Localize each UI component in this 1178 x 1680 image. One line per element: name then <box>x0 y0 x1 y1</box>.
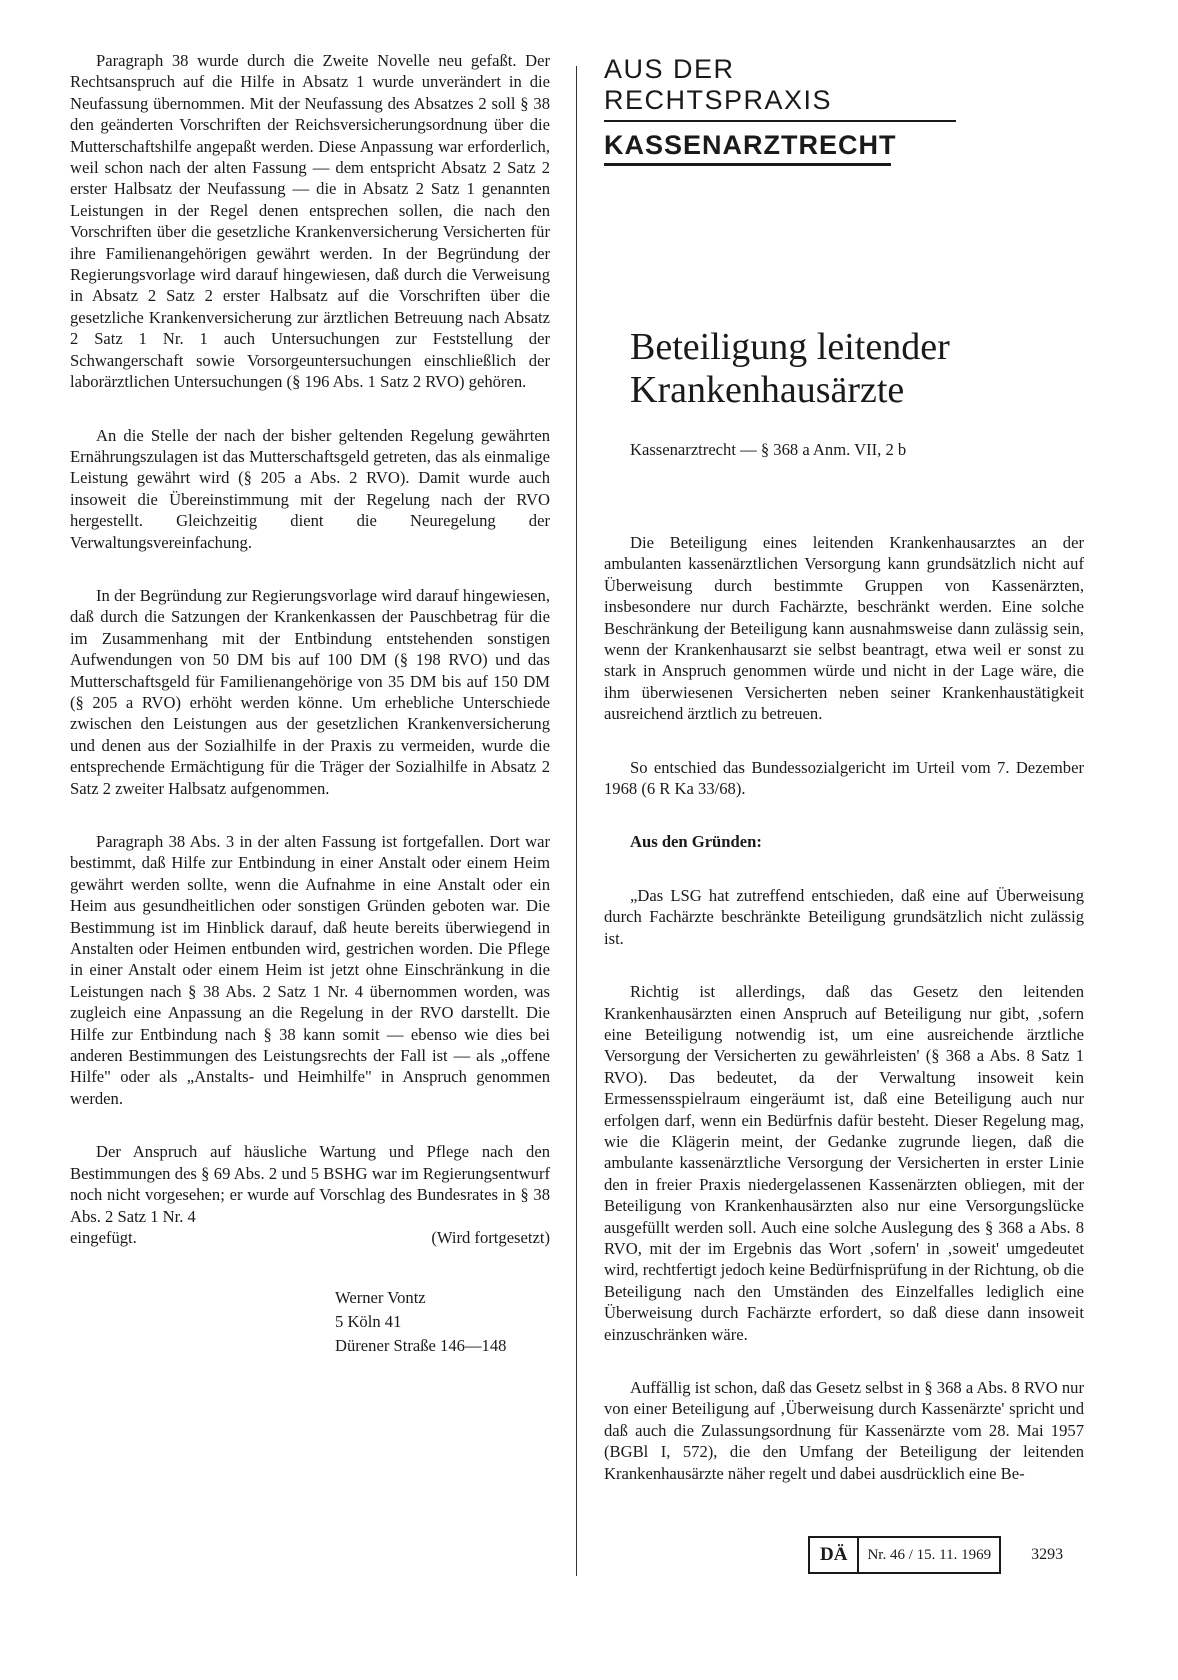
left-paragraph-4: Paragraph 38 Abs. 3 in der alten Fassung ist fortgefallen. Dort war bestimmt, daß Hilfe zur Entbindung in einer Anstalt oder einem Heim gewährt werden sollte, wenn die Aufnahme in eine Anstalt oder ein Heim aus gesundheitlichen oder sonstigen Gründen geboten war. Die Bestimmung ist im Hinblick darauf, daß heute bereits überwiegend in Anstalten oder Heimen entbunden wird, gestrichen worden. Die Pflege in einer Anstalt oder einem Heim ist jetzt ohne Einschränkung in die Leistungen nach § 38 Abs. 2 Satz 1 Nr. 4 übernommen worden, was zugleich eine Anpassung an die Regelung in der RVO darstellt. Die Hilfe zur Entbindung nach § 38 kann somit — ebenso wie dies bei anderen Bestimmungen des Leistungsrechts der Fall ist — als „offene Hilfe" oder als „Anstalts- und Heimhilfe" in Anspruch genommen werden. <box>70 832 550 1108</box>
paragraph-5-last-line <box>70 1227 550 1248</box>
issue-label: Nr. 46 / 15. 11. 1969 <box>867 1547 992 1563</box>
right-column <box>604 532 1084 1516</box>
section-heading: Aus den Gründen: <box>630 832 762 852</box>
article-citation: Kassenarztrecht — § 368 a Anm. VII, 2 b <box>630 440 907 459</box>
page-footer <box>808 1536 1063 1574</box>
left-paragraph-3: In der Begründung zur Regierungsvorlage wird darauf hingewiesen, daß durch die Satzungen der Krankenkassen der Pauschbetrag für die im Zusammenhang mit der Entbindung entstehenden sonstigen Aufwendungen von 50 DM bis auf 100 DM (§ 198 RVO) und das Mutterschaftsgeld für Familienangehörige von 35 DM bis auf 150 DM (§ 205 a RVO) erhöht werden könne. Um erhebliche Unterschiede zwischen den Leistungen aus der gesetzlichen Krankenversicherung und denen aus der Sozialhilfe in der Praxis zu vermeiden, wurde die entsprechende Ermächtigung für die Träger der Sozialhilfe in Absatz 2 Satz 2 zweiter Halbsatz aufgenommen. <box>70 585 550 798</box>
rubric-line-2: KASSENARZTRECHT <box>604 130 891 166</box>
column-divider <box>576 66 577 1576</box>
left-column <box>70 50 550 1358</box>
right-paragraph-3: „Das LSG hat zutreffend entschieden, daß eine auf Überweisung durch Fachärzte beschränkte Beteiligung grundsätzlich nicht zulässig ist. <box>604 885 1084 948</box>
author-city: 5 Köln 41 <box>335 1312 402 1332</box>
headline-line-1: Beteiligung leitender <box>630 326 950 368</box>
right-paragraph-5: Auffällig ist schon, daß das Gesetz selbst in § 368 a Abs. 8 RVO nur von einer Beteiligung auf ‚Überweisung durch Kassenärzte' spricht und daß auch die Zulassungsordnung für Kassenärzte vom 28. Mai 1957 (BGBl I, 572), die den Umfang der Beteiligung der leitenden Krankenhausärzte näher regelt und dabei ausdrücklich eine Be- <box>604 1378 1084 1483</box>
left-paragraph-1: Paragraph 38 wurde durch die Zweite Novelle neu gefaßt. Der Rechtsanspruch auf die Hilfe in Absatz 1 wurde unverändert in die Neufassung übernommen. Mit der Neufassung des Absatzes 2 soll § 38 den geänderten Vorschriften der Reichsversicherungsordnung über die Mutterschaftshilfe angepaßt werden. Diese Anpassung war erforderlich, weil schon nach der alten Fassung — dem entspricht Absatz 2 Satz 2 erster Halbsatz der Neufassung — die in Absatz 2 Satz 1 genannten Leistungen in der Regel denen entsprechen sollen, die nach den Vorschriften über die gesetzliche Krankenversicherung Versicherten für ihre Familienangehörigen gewährt werden. In der Begründung der Regierungsvorlage wird darauf hingewiesen, daß durch die Verweisung in Absatz 2 Satz 2 erster Halbsatz auf die Vorschriften über die gesetzliche Krankenversicherung zur ärztlichen Betreuung nach Absatz 2 Satz 1 Nr. 1 auch Untersuchungen zur Feststellung der Schwangerschaft sowie Vorsorgeuntersuchungen einschließlich der laborärztlichen Untersuchungen (§ 196 Abs. 1 Satz 2 RVO) gehören. <box>70 51 550 392</box>
left-paragraph-5-end: eingefügt. <box>70 1227 137 1247</box>
page-number: 3293 <box>1031 1546 1064 1563</box>
author-name: Werner Vontz <box>335 1288 426 1308</box>
headline-line-2: Krankenhausärzte <box>630 369 905 411</box>
author-signature <box>335 1286 550 1358</box>
rubric-header <box>604 54 964 166</box>
continued-note: (Wird fortgesetzt) <box>431 1227 550 1247</box>
right-paragraph-2: So entschied das Bundessozialgericht im Urteil vom 7. Dezember 1968 (6 R Ka 33/68). <box>604 757 1084 799</box>
rubric-line-1: AUS DER RECHTSPRAXIS <box>604 54 956 122</box>
author-street: Dürener Straße 146—148 <box>335 1336 507 1356</box>
issue-box <box>808 1536 1001 1574</box>
right-paragraph-1: Die Beteiligung eines leitenden Krankenhausarztes an der ambulanten kassenärztlichen Versorgung kann grundsätzlich nicht auf Überweisung durch bestimmte Gruppen von Kassenärzten, insbesondere nur durch Fachärzte, beschränkt werden. Eine solche Beschränkung der Beteiligung kann ausnahmsweise dann zulässig sein, wenn der Krankenhausarzt sie selbst beantragt, etwa weil er sonst zu stark in Anspruch genommen würde und nicht in der Lage wäre, die ihm überwiesenen Versicherten neben seiner Krankenhaustätigkeit ausreichend ärztlich zu betreuen. <box>604 533 1084 724</box>
article-headline <box>630 326 1090 412</box>
right-paragraph-4: Richtig ist allerdings, daß das Gesetz den leitenden Krankenhausärzten einen Anspruch auf Beteiligung nur gibt, ‚sofern eine Beteiligung notwendig ist, um eine ausreichende ärztliche Versorgung der Versicherten zu gewährleisten' (§ 368 a Abs. 8 Satz 1 RVO). Das bedeutet, da der Verwaltung insoweit kein Ermessensspielraum eingeräumt ist, daß eine Beteiligung auch nur erfolgen darf, wenn ein Bedürfnis dafür besteht. Dieser Regelung mag, wie die Klägerin meint, der Gedanke zugrunde liegen, daß die ambulante kassenärztliche Versorgung der Versicherten in erster Linie den in freier Praxis niedergelassenen Kassenärzten obliegen, mit der Beteiligung von Krankenhausärzten also nur eine Versorgungslücke ausgefüllt werden soll. Auch eine solche Auslegung des § 368 a Abs. 8 RVO, mit der im Ergebnis das Wort ‚sofern' in ‚soweit' umgedeutet wird, rechtfertigt jedoch keine Bedürfnisprüfung in der Richtung, ob die Beteiligung nach den Umständen des Einzelfalles lediglich eine Überweisung durch Fachärzte erfordert, so daß diese dann insoweit einzuschränken wäre. <box>604 982 1084 1344</box>
left-paragraph-5: Der Anspruch auf häusliche Wartung und Pflege nach den Bestimmungen des § 69 Abs. 2 und 5 BSHG war im Regierungsentwurf noch nicht vorgesehen; er wurde auf Vorschlag des Bundesrates in § 38 Abs. 2 Satz 1 Nr. 4 <box>70 1142 550 1226</box>
journal-logo: DÄ <box>810 1538 859 1572</box>
left-paragraph-2: An die Stelle der nach der bisher geltenden Regelung gewährten Ernährungszulagen ist das Mutterschaftsgeld getreten, das als einmalige Leistung gewährt wird (§ 205 a Abs. 2 RVO). Damit wurde auch insoweit die Übereinstimmung mit der Regelung nach der RVO hergestellt. Gleichzeitig dient die Neuregelung der Verwaltungsvereinfachung. <box>70 425 550 552</box>
